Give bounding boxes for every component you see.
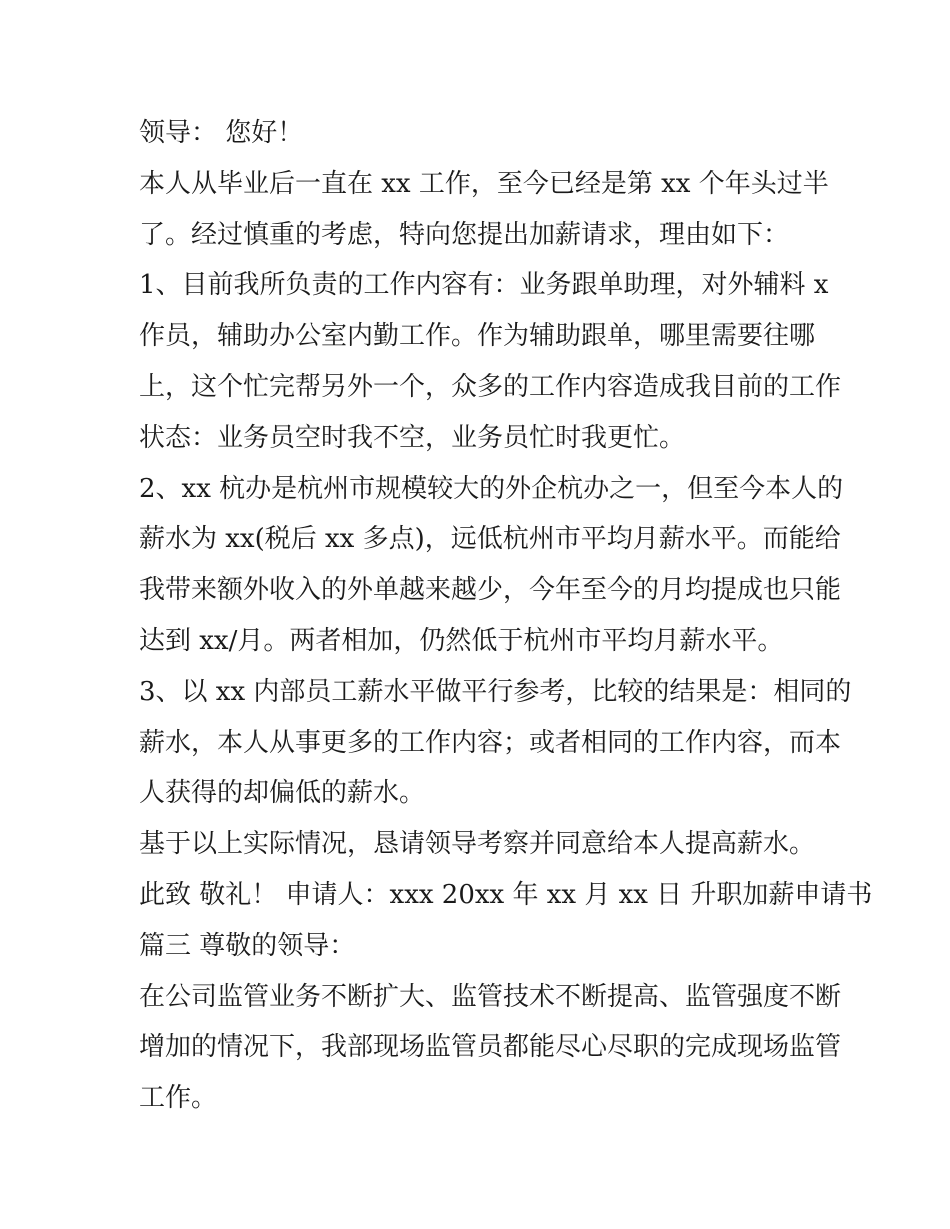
closing-line: 此致 敬礼！ 申请人：xxx 20xx 年 xx 月 xx 日 升职加薪申请书 (139, 879, 873, 910)
body-line: 状态：业务员空时我不空，业务员忙时我更忙。 (139, 422, 686, 453)
body-line: 我带来额外收入的外单越来越少，今年至今的月均提成也只能 (139, 575, 842, 606)
body-line: 薪水为 xx(税后 xx 多点)，远低杭州市平均月薪水平。而能给 (139, 524, 841, 555)
body-line: 基于以上实际情况，恳请领导考察并同意给本人提高薪水。 (139, 829, 816, 860)
section-heading-line: 篇三 尊敬的领导： (139, 930, 356, 961)
body-line: 在公司监管业务不断扩大、监管技术不断提高、监管强度不断 (139, 981, 842, 1012)
body-line: 2、xx 杭办是杭州市规模较大的外企杭办之一，但至今本人的 (139, 473, 844, 504)
body-line: 3、以 xx 内部员工薪水平做平行参考，比较的结果是：相同的 (139, 676, 852, 707)
body-line: 上，这个忙完帮另外一个，众多的工作内容造成我目前的工作 (139, 371, 842, 402)
document-body (139, 108, 873, 1124)
body-line: 工作。 (139, 1083, 218, 1114)
body-line: 增加的情况下，我部现场监管员都能尽心尽职的完成现场监管 (139, 1032, 842, 1063)
body-line: 薪水，本人从事更多的工作内容；或者相同的工作内容，而本 (139, 727, 842, 758)
body-line: 达到 xx/月。两者相加，仍然低于杭州市平均月薪水平。 (139, 625, 784, 656)
body-line: 本人从毕业后一直在 xx 工作，至今已经是第 xx 个年头过半 (139, 168, 829, 199)
body-line: 作员，辅助办公室内勤工作。作为辅助跟单，哪里需要往哪 (139, 321, 816, 352)
greeting-line: 领导： 您好！ (139, 118, 304, 148)
body-line: 了。经过慎重的考虑，特向您提出加薪请求，理由如下： (139, 219, 790, 250)
body-line: 1、目前我所负责的工作内容有：业务跟单助理，对外辅料 x (139, 270, 829, 301)
body-line: 人获得的却偏低的薪水。 (139, 778, 426, 809)
